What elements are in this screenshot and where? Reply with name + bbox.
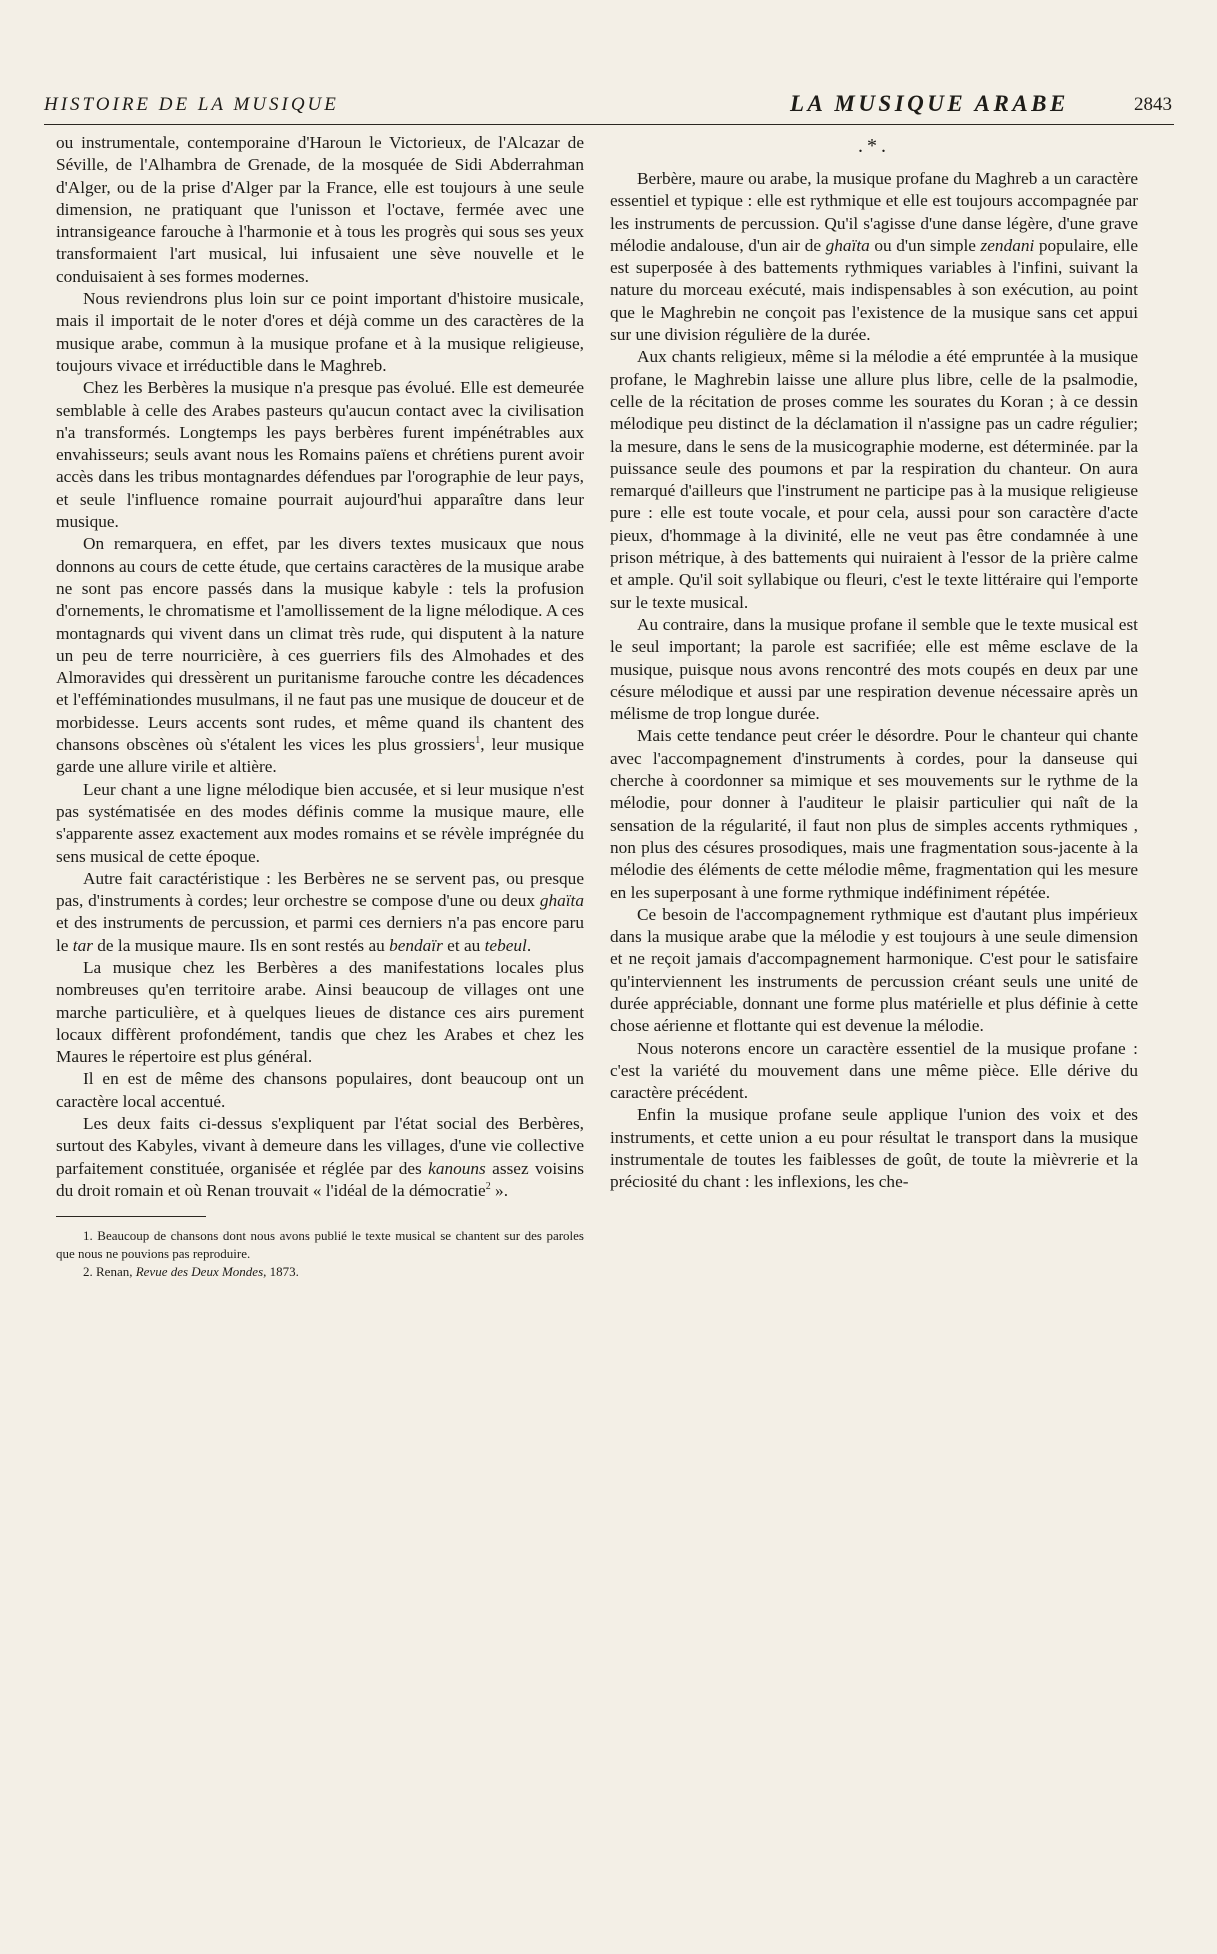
paragraph-text: ». [490, 1180, 509, 1200]
footnote-text: 2. Renan, [83, 1264, 136, 1280]
paragraph [56, 1113, 584, 1202]
footnote-text: , 1873. [263, 1264, 299, 1280]
footnote [56, 1263, 584, 1281]
italic-term: kanouns [428, 1158, 486, 1178]
paragraph-text: populaire, elle est superposée à des battements rythmiques variables à l'infini, suivant la nature du morceau exécuté, mais indispensables à son exécution, au point que le Maghrebin ne conçoit pas l'existence de la musique sans cet appui sur une division régulière de la durée. [610, 235, 1138, 345]
paragraph: Enfin la musique profane seule applique l'union des voix et des instruments, et cette union a eu pour résultat le transport dans la musique instrumentale de toutes les faiblesses de goût, de toute la mièvrerie et la préciosité du chant : les inflexions, les che- [610, 1105, 1138, 1192]
paragraph: La musique chez les Berbères a des manifestations locales plus nombreuses qu'en territoire arabe. Ainsi beaucoup de villages ont une marche particulière, et à quelques lieues de distance ces airs purement locaux diffèrent profondément, tandis que chez les Arabes et chez les Maures le répertoire est plus général. [56, 957, 584, 1067]
footnote-ref[interactable]: 2 [485, 1181, 491, 1193]
paragraph-text: Les deux faits ci-dessus s'expliquent par l'état social des Berbères, surtout des Kabyles, vivant à demeure dans les villages, d'une vie collective parfaitement constituée, organisée et réglée par des [56, 1114, 584, 1178]
italic-term: tar [72, 935, 93, 955]
paragraph: Chez les Berbères la musique n'a presque pas évolué. Elle est demeurée semblable à celle des Arabes pasteurs qu'aucun contact avec la civilisation n'a transformés. Longtemps les pays berbères furent impénétrables aux envahisseurs; seuls avant nous les Romains païens et chrétiens purent avoir accès dans les tribus montagnardes défendues par l'orographie de leur pays, et seule l'influence romaine pourrait aujourd'hui apparaître dans leur musique. [56, 378, 584, 532]
left-column [56, 132, 584, 1281]
paragraph [610, 168, 1138, 346]
paragraph: Il en est de même des chansons populaires, dont beaucoup ont un caractère local accentué. [56, 1069, 584, 1111]
paragraph [56, 533, 584, 778]
paragraph-text: Autre fait caractéristique : les Berbères ne se servent pas, ou presque pas, d'instruments à cordes; leur orchestre se compose d'une ou deux [56, 868, 584, 911]
paragraph: Nous reviendrons plus loin sur ce point important d'histoire musicale, mais il importait de le noter d'ores et déjà comme un des caractères de la musique arabe, commun à la musique profane et à la musique religieuse, toujours vivace et irréductible dans le Maghreb. [56, 289, 584, 375]
section-ornament: .*. [858, 135, 890, 157]
italic-title: Revue des Deux Mondes [135, 1264, 264, 1280]
paragraph-text: ou d'un simple [869, 235, 981, 255]
italic-term: tebeul [484, 935, 527, 955]
paragraph: Mais cette tendance peut créer le désordre. Pour le chanteur qui chante avec l'accompagnement d'instruments à cordes, pour la danseuse qui cherche à coordonner sa mimique et ses mouvements sur le rythme de la mélodie, pour donner à l'auditeur le plaisir particulier qui naît de la sensation de la régularité, il faut non plus de simples accents rythmiques , non plus des césures prosodiques, mais une fragmentation sous-jacente à la mélodie des éléments de cette mélodie même, fragmentation qui les mesure en les superposant à une forme rythmique indéfiniment répétée. [610, 726, 1138, 902]
italic-term: zendani [980, 235, 1035, 255]
paragraph: ou instrumentale, contemporaine d'Haroun le Victorieux, de l'Alcazar de Séville, de l'Alhambra de Grenade, de la mosquée de Sidi Abderrahman d'Alger, ou de la prise d'Alger par la France, elle est toujours à une seule dimension, ne pratiquant que l'unisson et l'octave, fermée avec une intransigeance farouche à l'harmonie et à tous les progrès qui sous ses yeux transformaient l'art musical, lui infusaient une sève nouvelle et le conduisaient à ses formes modernes. [56, 133, 584, 286]
paragraph-text: et des instruments de percussion, et parmi ces derniers n'a pas encore paru le [56, 913, 584, 955]
paragraph-text: On remarquera, en effet, par les divers textes musicaux que nous donnons au cours de cette étude, que certains caractères de la musique arabe ne sont pas encore passés dans la musique kabyle : tels la profusion d'ornements, le chromatisme et l'amollissement de la ligne mélodique. A ces montagnards qui vivent dans un climat très rude, qui disputent à la nature un peu de terre nourricière, à ces guerriers fils des Almohades et des Almoravides qui dressèrent un puritanisme farouche contre les décadences et l'efféminationdes musulmans, il ne faut pas une musique de douceur et de morbidesse. Leurs accents sont rudes, et même quand ils chantent des chansons obscènes où s'étalent les vices les plus grossiers [56, 534, 584, 755]
italic-term: ghaïta [825, 235, 870, 255]
paragraph-text: et au [442, 935, 485, 955]
italic-term: bendaïr [389, 935, 443, 955]
footnote: 1. Beaucoup de chansons dont nous avons publié le texte musical se chantent sur des paroles que nous ne pouvions pas reproduire. [56, 1228, 584, 1262]
paragraph: Leur chant a une ligne mélodique bien accusée, et si leur musique n'est pas systématisée en des modes définis comme la musique maure, elle s'apparente assez exactement aux modes romains et se révèle imprégnée du sens musical de cette époque. [56, 779, 584, 866]
italic-term: ghaïta [539, 891, 584, 911]
running-header [44, 91, 1174, 125]
paragraph: Au contraire, dans la musique profane il semble que le texte musical est le seul important; la parole est sacrifiée; elle est même esclave de la musique, puisque nous avons rencontré des mots coupés en deux par une césure mélodique et aussi par une respiration devenue nécessaire après un mélisme de trop longue durée. [610, 614, 1138, 724]
page-number: 2843 [1134, 94, 1172, 115]
header-right-title: LA MUSIQUE ARABE [790, 91, 1069, 116]
paragraph: Nous noterons encore un caractère essentiel de la musique profane : c'est la variété du mouvement dans une même pièce. Elle dérive du caractère précédent. [610, 1038, 1138, 1103]
paragraph-text: de la musique maure. Ils en sont restés au [92, 935, 390, 955]
paragraph: Ce besoin de l'accompagnement rythmique est d'autant plus impérieux dans la musique arabe que la mélodie y est toujours à une seule dimension et ne reçoit jamais d'accompagnement harmonique. C'est pour le satisfaire qu'interviennent les instruments de percussion créant seuls une unité de durée appréciable, donnant une forme plus matérielle et plus définie à cette chose aérienne et flottante qui est devenue la mélodie. [610, 904, 1138, 1036]
paragraph-text: assez voisins du droit romain et où Renan trouvait « l'idéal de la démocratie [56, 1158, 585, 1200]
paragraph [56, 868, 584, 957]
right-column [610, 132, 1138, 1194]
footnote-divider [56, 1216, 206, 1217]
paragraph-text: , leur musique garde une allure virile et altière. [56, 735, 585, 777]
footnote-ref[interactable]: 1 [475, 735, 481, 747]
paragraph: Aux chants religieux, même si la mélodie a été empruntée à la musique profane, le Maghrebin laisse une allure plus libre, celle de la psalmodie, celle de la récitation de proses comme les sourates du Koran ; à ce dessin mélodique peu distinct de la déclamation il n'assigne pas un cadre régulier; la mesure, dans le sens de la musicographie moderne, est déterminée. par la puissance seule des poumons et par la respiration du chanteur. On aura remarqué d'ailleurs que l'instrument ne participe pas à la musique religieuse pure : elle est toute vocale, et pour cela, aussi pour son caractère d'acte pieux, d'hommage à la divinité, elle ne veut pas être condamnée à une prison métrique, à des battements qui nuiraient à l'essor de la prière calme et ample. Qu'il soit syllabique ou fleuri, c'est le texte littéraire qui l'emporte sur le texte musical. [610, 347, 1138, 612]
paragraph-text: . [526, 935, 532, 955]
header-left-title: HISTOIRE DE LA MUSIQUE [44, 94, 339, 115]
paragraph-text: Berbère, maure ou arabe, la musique profane du Maghreb a un caractère essentiel et typique : elle est rythmique et elle est toujours accompagnée par les instruments de percussion. Qu'il s'agisse d'une danse légère, d'une grave mélodie andalouse, d'un air de [610, 169, 1138, 255]
